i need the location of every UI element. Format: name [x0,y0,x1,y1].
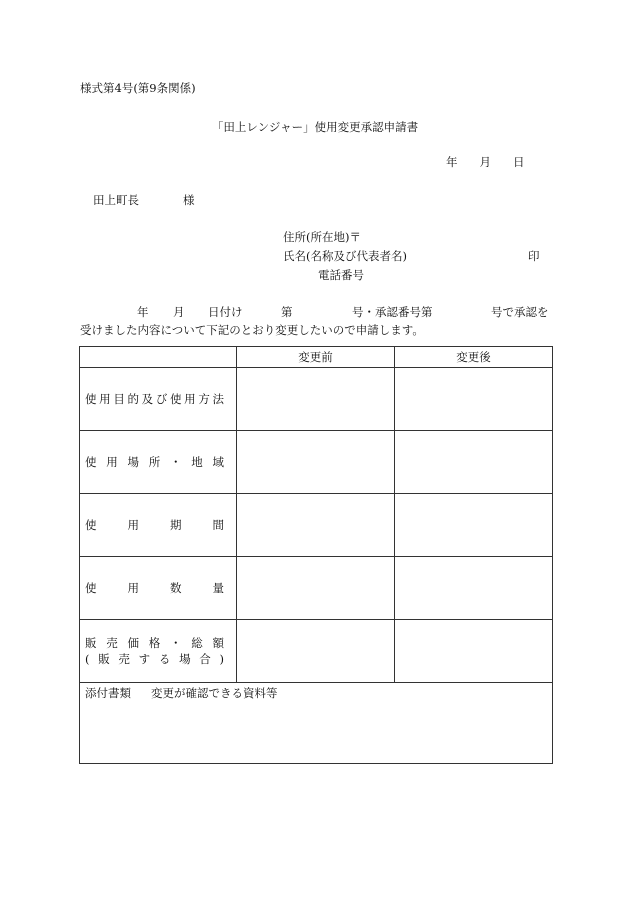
row-label-text: 販売価格・総額 [85,636,224,650]
before-cell[interactable] [237,494,395,557]
row-label [80,494,237,557]
before-cell[interactable] [237,620,395,683]
intro-number-prefix: 第 [281,305,293,319]
row-label [80,431,237,494]
row-label [80,368,237,431]
table-row [80,494,553,557]
change-table [79,346,553,764]
table-row [80,557,553,620]
before-cell[interactable] [237,368,395,431]
attachment-row [80,683,553,764]
addressee-name: 田上町長 [93,193,139,207]
row-label [80,620,237,683]
intro-dated: 日付け [208,305,243,319]
row-label-text: 使用場所・地域 [85,455,224,469]
header-blank [80,347,237,368]
after-cell[interactable] [395,557,553,620]
header-before: 変更前 [237,347,395,368]
date-line [446,155,525,169]
before-cell[interactable] [237,557,395,620]
intro-year: 年 [137,305,149,319]
after-cell[interactable] [395,620,553,683]
applicant-address-label: 住所(所在地)〒 [283,230,361,244]
table-row [80,620,553,683]
seal-mark: 印 [528,249,540,263]
before-cell[interactable] [237,431,395,494]
intro-approved: 号で承認を [491,305,549,319]
table-header-row [80,347,553,368]
date-day: 日 [513,155,525,169]
row-label-subtext: (販売する場合) [85,652,224,666]
addressee-honorific: 様 [183,193,195,207]
header-after: 変更後 [395,347,553,368]
row-label-text: 使用目的及び使用方法 [85,392,224,406]
intro-line-2: 受けました内容について下記のとおり変更したいので申請します。 [80,323,424,337]
after-cell[interactable] [395,494,553,557]
table-row [80,431,553,494]
after-cell[interactable] [395,368,553,431]
attachment-value: 変更が確認できる資料等 [151,686,278,700]
table-row [80,368,553,431]
intro-approval-number: 号・承認番号第 [352,305,433,319]
attachment-label: 添付書類 [85,686,131,700]
row-label-text: 使用期間 [85,518,224,532]
date-month: 月 [479,155,491,169]
after-cell[interactable] [395,431,553,494]
attachment-cell[interactable] [80,683,553,764]
applicant-phone-label: 電話番号 [318,268,364,282]
document-title: 「田上レンジャー」使用変更承認申請書 [211,120,419,134]
date-year: 年 [446,155,458,169]
addressee [93,193,195,207]
row-label [80,557,237,620]
row-label-text: 使用数量 [85,581,224,595]
applicant-name-label: 氏名(名称及び代表者名) [283,249,407,263]
form-number: 様式第4号(第9条関係) [80,81,196,95]
intro-month: 月 [173,305,185,319]
